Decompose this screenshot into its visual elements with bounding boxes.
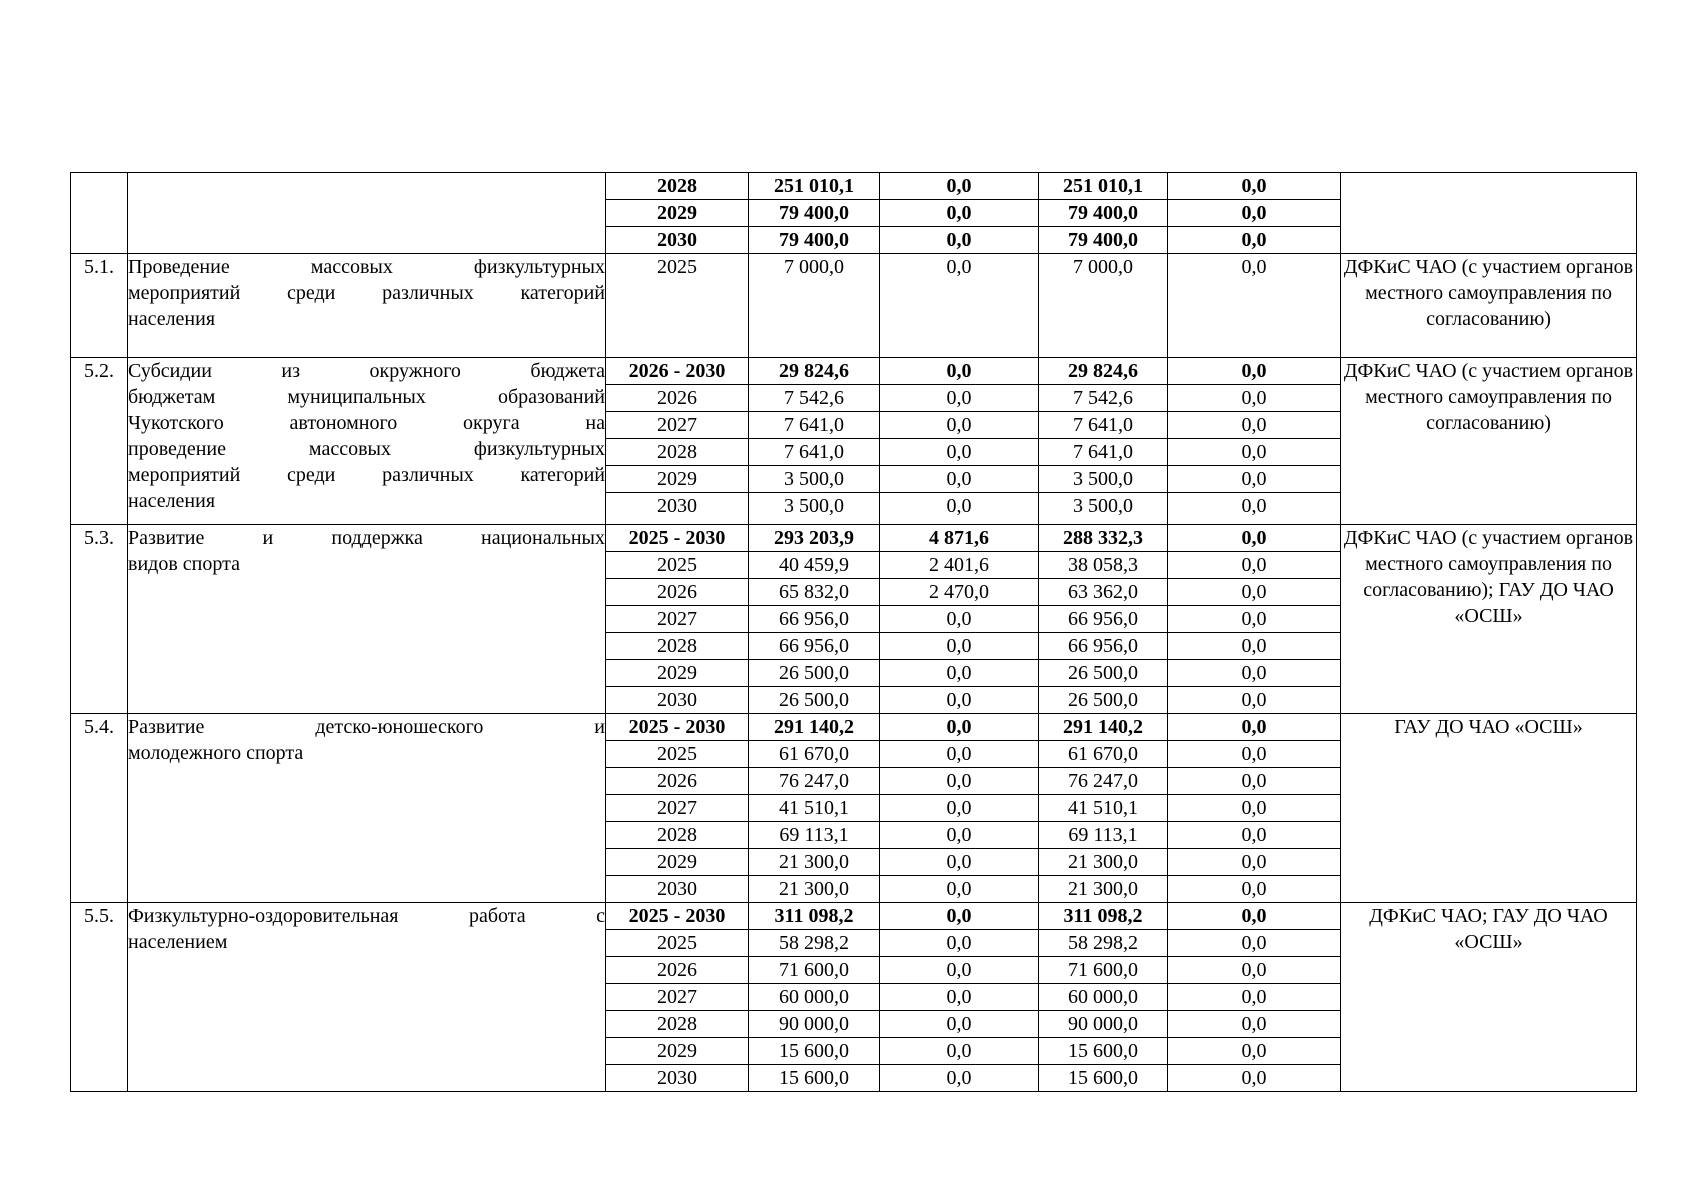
federal-budget-cell: 0,0 xyxy=(880,822,1039,849)
federal-budget-cell: 4 871,6 xyxy=(880,525,1039,552)
responsible-executor: ДФКиС ЧАО (с участием органов местного самоуправления по согласованию) xyxy=(1341,358,1637,525)
total-cell: 69 113,1 xyxy=(749,822,880,849)
other-sources-cell: 0,0 xyxy=(1168,687,1341,714)
year-cell: 2025 - 2030 xyxy=(606,525,749,552)
year-cell: 2030 xyxy=(606,876,749,903)
name-cell xyxy=(128,173,606,254)
total-cell: 7 542,6 xyxy=(749,385,880,412)
regional-budget-cell: 76 247,0 xyxy=(1039,768,1168,795)
table-row xyxy=(71,173,1637,200)
regional-budget-cell: 79 400,0 xyxy=(1039,227,1168,254)
federal-budget-cell: 0,0 xyxy=(880,984,1039,1011)
regional-budget-cell: 66 956,0 xyxy=(1039,633,1168,660)
regional-budget-cell: 311 098,2 xyxy=(1039,903,1168,930)
responsible-executor: ГАУ ДО ЧАО «ОСШ» xyxy=(1341,714,1637,903)
total-cell: 58 298,2 xyxy=(749,930,880,957)
item-name-line: населения xyxy=(128,308,216,330)
item-name xyxy=(128,525,606,714)
code-cell xyxy=(71,173,128,254)
funding-table xyxy=(70,172,1637,1092)
federal-budget-cell: 0,0 xyxy=(880,687,1039,714)
other-sources-cell: 0,0 xyxy=(1168,795,1341,822)
item-name-line: Развитие детско-юношеского и xyxy=(128,716,605,738)
total-cell: 65 832,0 xyxy=(749,579,880,606)
other-sources-cell: 0,0 xyxy=(1168,741,1341,768)
item-name xyxy=(128,903,606,1092)
other-sources-cell: 0,0 xyxy=(1168,849,1341,876)
other-sources-cell: 0,0 xyxy=(1168,200,1341,227)
regional-budget-cell: 71 600,0 xyxy=(1039,957,1168,984)
total-cell: 66 956,0 xyxy=(749,606,880,633)
year-cell: 2027 xyxy=(606,795,749,822)
regional-budget-cell: 15 600,0 xyxy=(1039,1065,1168,1092)
federal-budget-cell: 0,0 xyxy=(880,254,1039,358)
item-name-line: мероприятий среди различных категорий xyxy=(128,282,605,304)
other-sources-cell: 0,0 xyxy=(1168,876,1341,903)
total-cell: 29 824,6 xyxy=(749,358,880,385)
responsible-cell xyxy=(1341,173,1637,254)
year-cell: 2028 xyxy=(606,173,749,200)
regional-budget-cell: 251 010,1 xyxy=(1039,173,1168,200)
year-cell: 2025 - 2030 xyxy=(606,903,749,930)
total-cell: 15 600,0 xyxy=(749,1038,880,1065)
item-name-line: проведение массовых физкультурных xyxy=(128,438,605,460)
other-sources-cell: 0,0 xyxy=(1168,984,1341,1011)
regional-budget-cell: 66 956,0 xyxy=(1039,606,1168,633)
federal-budget-cell: 0,0 xyxy=(880,741,1039,768)
federal-budget-cell: 2 470,0 xyxy=(880,579,1039,606)
other-sources-cell: 0,0 xyxy=(1168,227,1341,254)
year-cell: 2026 - 2030 xyxy=(606,358,749,385)
item-code: 5.4. xyxy=(71,714,128,903)
regional-budget-cell: 15 600,0 xyxy=(1039,1038,1168,1065)
other-sources-cell: 0,0 xyxy=(1168,412,1341,439)
federal-budget-cell: 0,0 xyxy=(880,795,1039,822)
federal-budget-cell: 0,0 xyxy=(880,173,1039,200)
federal-budget-cell: 0,0 xyxy=(880,358,1039,385)
federal-budget-cell: 0,0 xyxy=(880,227,1039,254)
responsible-executor: ДФКиС ЧАО (с участием органов местного самоуправления по согласованию) xyxy=(1341,254,1637,358)
total-cell: 293 203,9 xyxy=(749,525,880,552)
item-name-line: Физкультурно-оздоровительная работа с xyxy=(128,905,605,927)
total-cell: 15 600,0 xyxy=(749,1065,880,1092)
item-code: 5.3. xyxy=(71,525,128,714)
total-cell: 61 670,0 xyxy=(749,741,880,768)
year-cell: 2027 xyxy=(606,412,749,439)
total-cell: 76 247,0 xyxy=(749,768,880,795)
responsible-executor: ДФКиС ЧАО; ГАУ ДО ЧАО «ОСШ» xyxy=(1341,903,1637,1092)
item-name-line: населения xyxy=(128,490,216,512)
federal-budget-cell: 0,0 xyxy=(880,714,1039,741)
year-cell: 2025 xyxy=(606,254,749,358)
total-cell: 291 140,2 xyxy=(749,714,880,741)
year-cell: 2030 xyxy=(606,227,749,254)
other-sources-cell: 0,0 xyxy=(1168,903,1341,930)
regional-budget-cell: 291 140,2 xyxy=(1039,714,1168,741)
other-sources-cell: 0,0 xyxy=(1168,660,1341,687)
table-row xyxy=(71,903,1637,930)
total-cell: 7 000,0 xyxy=(749,254,880,358)
federal-budget-cell: 0,0 xyxy=(880,660,1039,687)
regional-budget-cell: 61 670,0 xyxy=(1039,741,1168,768)
federal-budget-cell: 0,0 xyxy=(880,606,1039,633)
other-sources-cell: 0,0 xyxy=(1168,633,1341,660)
total-cell: 26 500,0 xyxy=(749,660,880,687)
year-cell: 2026 xyxy=(606,768,749,795)
total-cell: 90 000,0 xyxy=(749,1011,880,1038)
total-cell: 71 600,0 xyxy=(749,957,880,984)
item-code: 5.1. xyxy=(71,254,128,358)
regional-budget-cell: 26 500,0 xyxy=(1039,660,1168,687)
item-name xyxy=(128,358,606,525)
year-cell: 2025 xyxy=(606,552,749,579)
item-name-line: бюджетам муниципальных образований xyxy=(128,386,605,408)
other-sources-cell: 0,0 xyxy=(1168,385,1341,412)
other-sources-cell: 0,0 xyxy=(1168,493,1341,525)
year-cell: 2027 xyxy=(606,984,749,1011)
other-sources-cell: 0,0 xyxy=(1168,254,1341,358)
regional-budget-cell: 26 500,0 xyxy=(1039,687,1168,714)
item-code: 5.2. xyxy=(71,358,128,525)
year-cell: 2025 xyxy=(606,930,749,957)
total-cell: 79 400,0 xyxy=(749,200,880,227)
other-sources-cell: 0,0 xyxy=(1168,552,1341,579)
federal-budget-cell: 0,0 xyxy=(880,930,1039,957)
regional-budget-cell: 90 000,0 xyxy=(1039,1011,1168,1038)
regional-budget-cell: 60 000,0 xyxy=(1039,984,1168,1011)
year-cell: 2028 xyxy=(606,439,749,466)
year-cell: 2027 xyxy=(606,606,749,633)
other-sources-cell: 0,0 xyxy=(1168,1038,1341,1065)
total-cell: 79 400,0 xyxy=(749,227,880,254)
regional-budget-cell: 21 300,0 xyxy=(1039,849,1168,876)
federal-budget-cell: 0,0 xyxy=(880,849,1039,876)
year-cell: 2025 xyxy=(606,741,749,768)
regional-budget-cell: 58 298,2 xyxy=(1039,930,1168,957)
year-cell: 2028 xyxy=(606,633,749,660)
regional-budget-cell: 63 362,0 xyxy=(1039,579,1168,606)
federal-budget-cell: 0,0 xyxy=(880,493,1039,525)
regional-budget-cell: 41 510,1 xyxy=(1039,795,1168,822)
total-cell: 21 300,0 xyxy=(749,849,880,876)
total-cell: 7 641,0 xyxy=(749,412,880,439)
year-cell: 2030 xyxy=(606,687,749,714)
year-cell: 2026 xyxy=(606,579,749,606)
table-row xyxy=(71,525,1637,552)
item-name-line: Чукотского автономного округа на xyxy=(128,412,605,434)
year-cell: 2026 xyxy=(606,385,749,412)
federal-budget-cell: 0,0 xyxy=(880,1038,1039,1065)
other-sources-cell: 0,0 xyxy=(1168,173,1341,200)
table-body xyxy=(71,173,1637,1092)
federal-budget-cell: 0,0 xyxy=(880,957,1039,984)
item-name-line: Проведение массовых физкультурных xyxy=(128,256,605,278)
federal-budget-cell: 0,0 xyxy=(880,876,1039,903)
item-name-line: мероприятий среди различных категорий xyxy=(128,464,605,486)
regional-budget-cell: 7 641,0 xyxy=(1039,412,1168,439)
regional-budget-cell: 38 058,3 xyxy=(1039,552,1168,579)
other-sources-cell: 0,0 xyxy=(1168,579,1341,606)
item-name-line: населением xyxy=(128,931,228,953)
regional-budget-cell: 29 824,6 xyxy=(1039,358,1168,385)
responsible-executor: ДФКиС ЧАО (с участием органов местного самоуправления по согласованию); ГАУ ДО ЧАО «ОСШ» xyxy=(1341,525,1637,714)
year-cell: 2025 - 2030 xyxy=(606,714,749,741)
year-cell: 2030 xyxy=(606,493,749,525)
federal-budget-cell: 0,0 xyxy=(880,1065,1039,1092)
federal-budget-cell: 0,0 xyxy=(880,200,1039,227)
regional-budget-cell: 7 000,0 xyxy=(1039,254,1168,358)
other-sources-cell: 0,0 xyxy=(1168,930,1341,957)
item-name xyxy=(128,254,606,358)
federal-budget-cell: 0,0 xyxy=(880,412,1039,439)
regional-budget-cell: 7 641,0 xyxy=(1039,439,1168,466)
year-cell: 2029 xyxy=(606,200,749,227)
regional-budget-cell: 3 500,0 xyxy=(1039,493,1168,525)
total-cell: 41 510,1 xyxy=(749,795,880,822)
total-cell: 40 459,9 xyxy=(749,552,880,579)
item-name-line: Субсидии из окружного бюджета xyxy=(128,360,605,382)
regional-budget-cell: 79 400,0 xyxy=(1039,200,1168,227)
other-sources-cell: 0,0 xyxy=(1168,768,1341,795)
regional-budget-cell: 69 113,1 xyxy=(1039,822,1168,849)
total-cell: 251 010,1 xyxy=(749,173,880,200)
item-name-line: молодежного спорта xyxy=(128,742,304,764)
total-cell: 60 000,0 xyxy=(749,984,880,1011)
federal-budget-cell: 0,0 xyxy=(880,633,1039,660)
other-sources-cell: 0,0 xyxy=(1168,439,1341,466)
year-cell: 2029 xyxy=(606,660,749,687)
federal-budget-cell: 0,0 xyxy=(880,1011,1039,1038)
other-sources-cell: 0,0 xyxy=(1168,957,1341,984)
year-cell: 2029 xyxy=(606,849,749,876)
federal-budget-cell: 0,0 xyxy=(880,466,1039,493)
table-row xyxy=(71,358,1637,385)
total-cell: 3 500,0 xyxy=(749,493,880,525)
other-sources-cell: 0,0 xyxy=(1168,1065,1341,1092)
other-sources-cell: 0,0 xyxy=(1168,822,1341,849)
year-cell: 2029 xyxy=(606,466,749,493)
table-row xyxy=(71,714,1637,741)
federal-budget-cell: 0,0 xyxy=(880,768,1039,795)
federal-budget-cell: 0,0 xyxy=(880,439,1039,466)
total-cell: 7 641,0 xyxy=(749,439,880,466)
year-cell: 2028 xyxy=(606,822,749,849)
item-name xyxy=(128,714,606,903)
regional-budget-cell: 288 332,3 xyxy=(1039,525,1168,552)
year-cell: 2026 xyxy=(606,957,749,984)
regional-budget-cell: 3 500,0 xyxy=(1039,466,1168,493)
total-cell: 3 500,0 xyxy=(749,466,880,493)
total-cell: 26 500,0 xyxy=(749,687,880,714)
regional-budget-cell: 7 542,6 xyxy=(1039,385,1168,412)
item-name-line: Развитие и поддержка национальных xyxy=(128,527,605,549)
other-sources-cell: 0,0 xyxy=(1168,606,1341,633)
total-cell: 311 098,2 xyxy=(749,903,880,930)
federal-budget-cell: 0,0 xyxy=(880,385,1039,412)
other-sources-cell: 0,0 xyxy=(1168,466,1341,493)
federal-budget-cell: 0,0 xyxy=(880,903,1039,930)
year-cell: 2029 xyxy=(606,1038,749,1065)
item-name-line: видов спорта xyxy=(128,553,240,575)
other-sources-cell: 0,0 xyxy=(1168,714,1341,741)
total-cell: 21 300,0 xyxy=(749,876,880,903)
federal-budget-cell: 2 401,6 xyxy=(880,552,1039,579)
year-cell: 2028 xyxy=(606,1011,749,1038)
other-sources-cell: 0,0 xyxy=(1168,358,1341,385)
other-sources-cell: 0,0 xyxy=(1168,525,1341,552)
regional-budget-cell: 21 300,0 xyxy=(1039,876,1168,903)
other-sources-cell: 0,0 xyxy=(1168,1011,1341,1038)
year-cell: 2030 xyxy=(606,1065,749,1092)
item-code: 5.5. xyxy=(71,903,128,1092)
total-cell: 66 956,0 xyxy=(749,633,880,660)
table-row xyxy=(71,254,1637,358)
